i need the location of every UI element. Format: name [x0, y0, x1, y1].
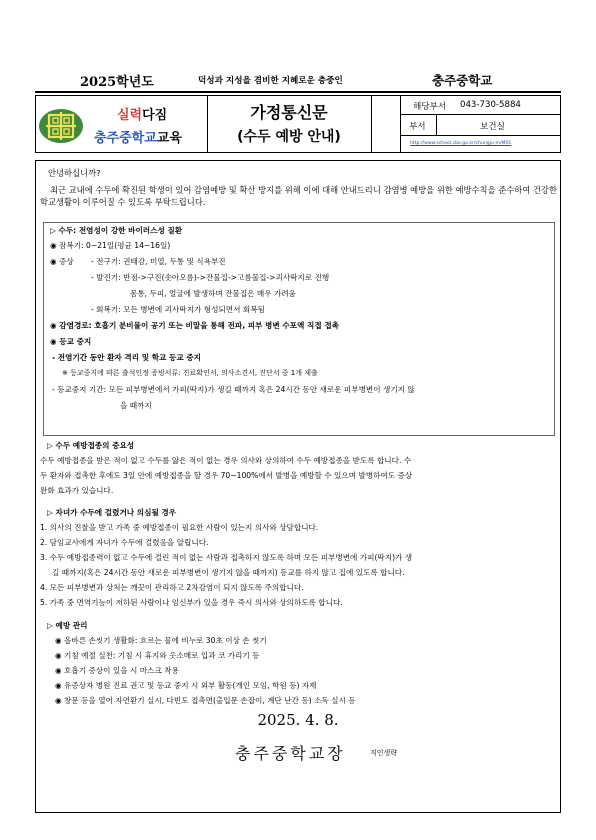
masthead-divider-right: [400, 95, 401, 153]
school-website-link[interactable]: http://www.school.cbe.go.kr/chungju-m/M01: [410, 141, 512, 146]
school-motto: 덕성과 지성을 겸비한 지혜로운 충중인: [198, 76, 343, 86]
prevention-item: ◉ 기침 예절 실천: 기침 시 휴지와 옷소매로 입과 코 가리기 등: [55, 651, 260, 660]
sec1-line-12: 을 때까지: [120, 401, 152, 410]
sec1-line-9: - 전염기간 동안 환자 격리 및 학교 등교 중지: [52, 353, 202, 362]
sec1-line-11: - 등교중지 기간: 모든 피부병변에서 가피(딱지)가 생길 때까지 혹은 24시간 동안 새로운 피부병변이 생기지 않: [52, 385, 415, 394]
info-col-divider: [436, 114, 437, 135]
slogan-line-1: [117, 104, 167, 123]
header-school-name: 충주중학교: [432, 73, 493, 88]
masthead-divider-mid: [371, 95, 372, 153]
intro-paragraph: 최근 교내에 수두에 확진된 학생이 있어 감염예방 및 확산 방지를 위해 이에 대해 안내드리니 감염병 예방을 위한 예방수칙을 준수하여 건강한 학교생활이 이루어질 수 있도록 부탁드립니다.: [40, 185, 557, 207]
prevention-item: ◉ 올바른 손씻기 생활화: 흐르는 물에 비누로 30초 이상 손 씻기: [55, 636, 267, 645]
slogan-blue-text: 충주중학교: [94, 131, 157, 146]
sec1-line-10: ※ 등교중지에 따른 출석인정 증빙서류: 진료확인서, 의사소견서, 진단서 중 1개 제출: [62, 369, 318, 377]
sec3-line-5: 4. 모든 피부병변과 상처는 깨끗이 관리하고 2차감염이 되지 않도록 주의합니다.: [40, 583, 304, 592]
info-row-divider-1: [401, 114, 560, 115]
prevention-item: ◉ 호흡기 증상이 있을 시 마스크 착용: [55, 666, 179, 675]
office-name: 보건실: [480, 122, 505, 132]
sec2-title: ▷ 수두 예방접종의 중요성: [47, 441, 135, 450]
sec3-line-3: 3. 수두 예방접종력이 없고 수두에 걸린 적이 없는 사람과 접촉하지 않도록 하며 모든 피부병변에 가피(딱지)가 생: [40, 553, 413, 562]
slogan-end-text: 교육: [156, 131, 182, 146]
sec2-line-1: 수두 예방접종을 받은 적이 없고 수두를 앓은 적이 없는 경우 의사와 상의하여 수두 예방접종을 받도록 합니다. 수: [40, 456, 412, 465]
sec2-line-2: 두 환자와 접촉한 후에도 3일 안에 예방접종을 할 경우 70~100%에서 발병을 예방할 수 있으며 발병하여도 증상: [40, 471, 413, 480]
school-logo-icon: [38, 108, 84, 144]
sec4-title: ▷ 예방 관리: [47, 621, 88, 630]
sec1-line-4: - 발진기: 반점->구진(솟아오름)->잔물집->고름물집->괴사딱지로 진행: [91, 273, 330, 282]
greeting: 안녕하십니까?: [48, 168, 101, 178]
sec3-line-4: 길 때까지(혹은 24시간 동안 새로운 피부병변이 생기지 않을 때까지) 등교를 하지 않고 집에 있도록 합니다.: [52, 568, 405, 577]
school-year: 2025학년도: [80, 75, 154, 90]
header-divider: [35, 91, 561, 93]
newsletter-subtitle: (수두 예방 안내): [237, 129, 341, 145]
office-label: 부서: [409, 122, 426, 132]
sec3-line-1: 1. 의사의 진찰을 받고 가족 중 예방접종이 필요한 사람이 있는지 의사와 상담합니다.: [40, 523, 319, 532]
sec2-line-3: 완화 효과가 있습니다.: [40, 486, 114, 495]
sec3-line-6: 5. 가족 중 면역기능이 저하된 사람이나 임신부가 있을 경우 즉시 의사와 상의하도록 합니다.: [40, 598, 343, 607]
sec3-title: ▷ 자녀가 수두에 걸렸거나 의심될 경우: [47, 508, 177, 517]
issue-date: 2025. 4. 8.: [257, 711, 339, 729]
sec1-line-2: ◉ 잠복기: 0~21일(평균 14~16일): [50, 241, 171, 250]
slogan-rest-text: 다짐: [142, 108, 168, 123]
sec1-line-3b: - 전구기: 권태감, 미열, 두통 및 식욕부진: [91, 257, 226, 266]
sec1-line-8: ◉ 등교 중지: [50, 337, 92, 346]
dept-phone: 043-730-5884: [460, 100, 521, 110]
info-row-divider-2: [401, 135, 560, 136]
sec1-line-6: - 회복기: 모든 병변에 괴사딱지가 형성되면서 회복됨: [91, 305, 265, 314]
sec1-line-5: 몸통, 두피, 얼굴에 발생하며 잔물집은 매우 가려움: [130, 289, 297, 298]
dept-label: 해당부서: [413, 102, 447, 112]
seal-omitted: 직인생략: [370, 749, 398, 757]
slogan-line-2: [94, 127, 182, 146]
prevention-item: ◉ 유증상자 병원 진료 권고 및 등교 중지 시 외부 활동(개인 모임, 학원 등) 자제: [55, 681, 317, 690]
principal-signature: 충주중학교장: [235, 744, 346, 763]
sec1-line-1: ▷ 수두: 전염성이 강한 바이러스성 질환: [50, 226, 183, 235]
sec3-line-2: 2. 담임교사에게 자녀가 수두에 걸렸음을 알립니다.: [40, 538, 209, 547]
sec1-line-3a: ◉ 증상: [50, 257, 74, 266]
slogan-red-text: 실력: [117, 108, 143, 123]
prevention-item: ◉ 창문 등을 열어 자연환기 실시, 다빈도 접촉면(출입문 손잡이, 계단 난간 등) 소독 실시 등: [55, 696, 356, 705]
newsletter-title: 가정통신문: [250, 103, 328, 122]
sec1-line-7: ◉ 감염경로: 호흡기 분비물이 공기 또는 비말을 통해 전파, 피부 병변 수포액 직접 접촉: [50, 321, 339, 330]
